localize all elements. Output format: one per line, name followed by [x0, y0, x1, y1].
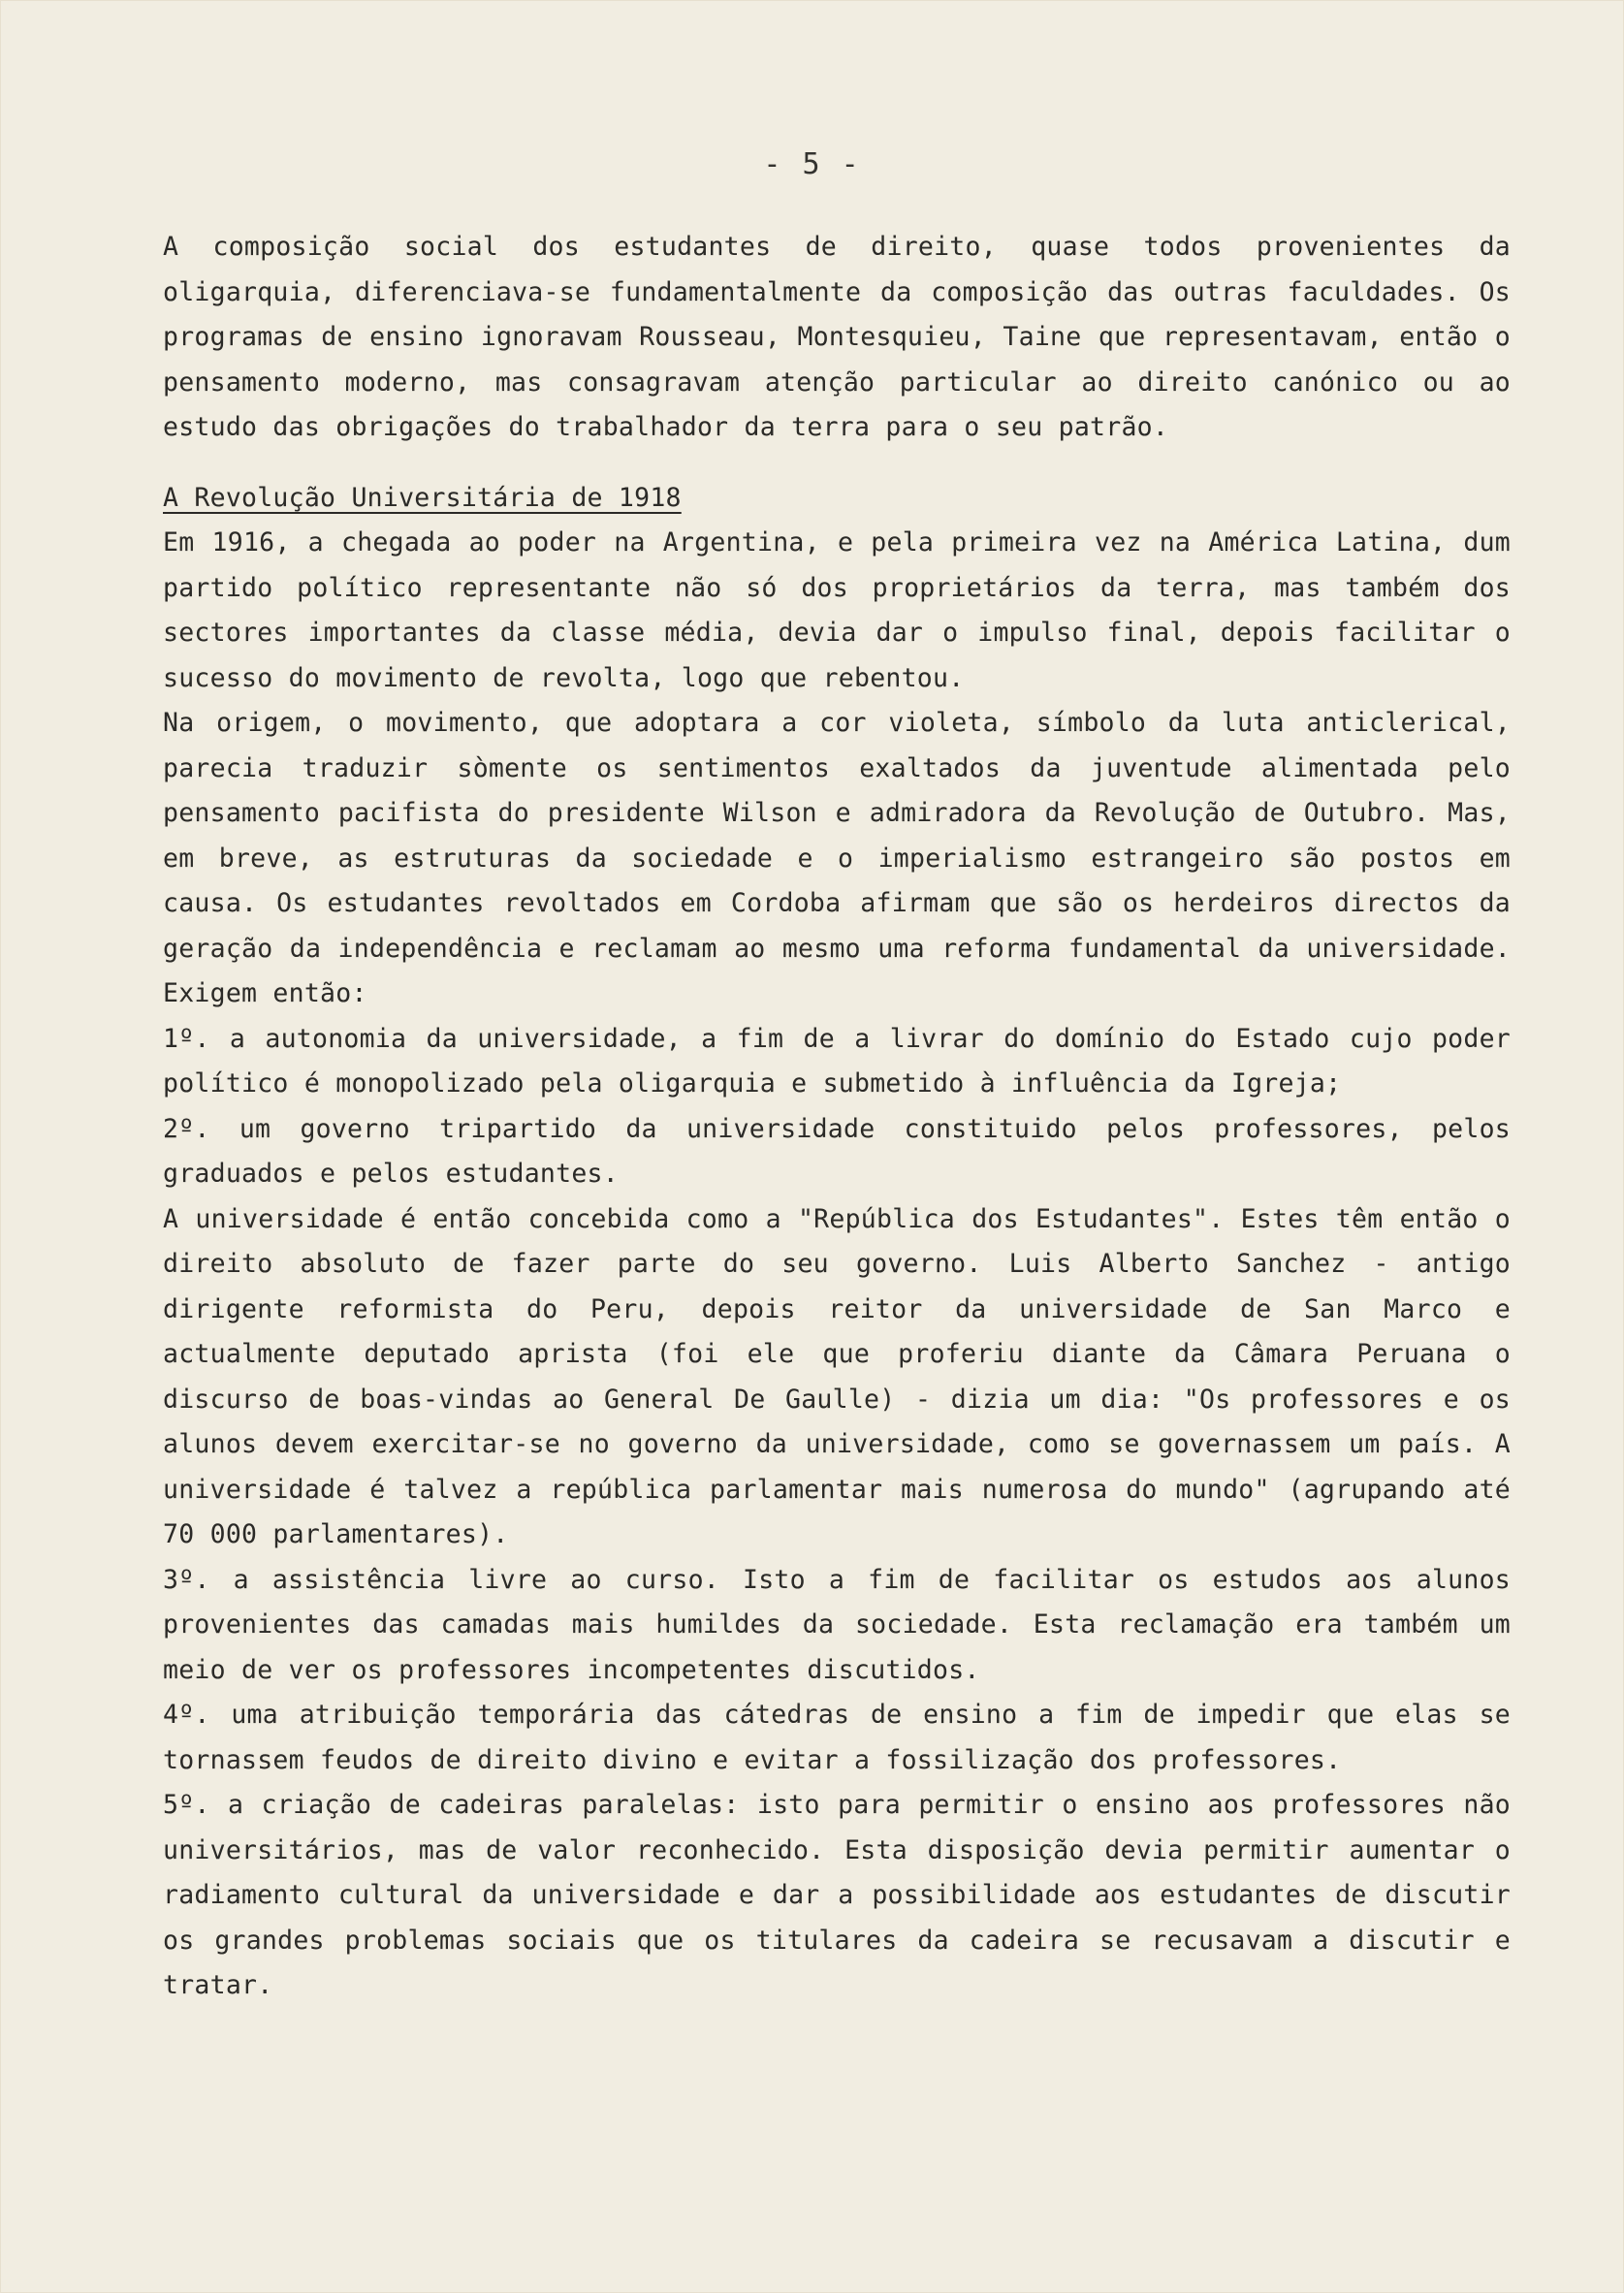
demand-item-4: 4º. uma atribuição temporária das cátedras de ensino a fim de impedir que elas se tornassem feudos de direito divino e evitar a fossilização dos professores. [163, 1700, 1511, 1775]
paragraph-origin-movement: Na origem, o movimento, que adoptara a cor violeta, símbolo da luta anticlerical, parecia traduzir sòmente os sentimentos exaltados da juventude alimentada pelo pensamento pacifista do presidente Wilson e admiradora da Revolução de Outubro. Mas, em breve, as estruturas da sociedade e o imperialismo estrangeiro são postos em causa. Os estudantes revoltados em Cordoba afirmam que são os herdeiros directos da geração da independência e reclamam ao mesmo uma reforma fundamental da universidade. Exigem então: [163, 708, 1511, 1008]
paragraph-student-composition: A composição social dos estudantes de direito, quase todos provenientes da oligarquia, diferenciava-se fundamentalmente da composição das outras faculdades. Os programas de ensino ignoravam Rousseau, Montesquieu, Taine que representavam, então o pensamento moderno, mas consagravam atenção particular ao direito canónico ou ao estudo das obrigações do trabalhador da terra para o seu patrão. [163, 232, 1511, 442]
demand-item-5: 5º. a criação de cadeiras paralelas: isto para permitir o ensino aos professores não universitários, mas de valor reconhecido. Esta disposição devia permitir aumentar o radiamento cultural da universidade e dar a possibilidade aos estudantes de discutir os grandes problemas sociais que os titulares da cadeira se recusavam a discutir e tratar. [163, 1790, 1511, 2000]
section-heading: A Revolução Universitária de 1918 [163, 482, 682, 513]
demand-item-1: 1º. a autonomia da universidade, a fim de a livrar do domínio do Estado cujo poder político é monopolizado pela oligarquia e submetido à influência da Igreja; [163, 1023, 1511, 1099]
paragraph-1916: Em 1916, a chegada ao poder na Argentina, e pela primeira vez na América Latina, dum partido político representante não só dos proprietários da terra, mas também dos sectores importantes da classe média, devia dar o impulso final, depois facilitar o sucesso do movimento de revolta, logo que rebentou. [163, 527, 1511, 693]
demand-item-3: 3º. a assistência livre ao curso. Isto a fim de facilitar os estudos aos alunos provenientes das camadas mais humildes da sociedade. Esta reclamação era também um meio de ver os professores incompetentes discutidos. [163, 1564, 1511, 1685]
paragraph-student-republic: A universidade é então concebida como a "República dos Estudantes". Estes têm então o direito absoluto de fazer parte do seu governo. Luis Alberto Sanchez - antigo dirigente reformista do Peru, depois reitor da universidade de San Marco e actualmente deputado aprista (foi ele que proferiu diante da Câmara Peruana o discurso de boas-vindas ao General De Gaulle) - dizia um dia: "Os professores e os alunos devem exercitar-se no governo da universidade, como se governassem um país. A universidade é talvez a república parlamentar mais numerosa do mundo" (agrupando até 70 000 parlamentares). [163, 1203, 1511, 1549]
page-number: - 5 - [763, 147, 861, 181]
document-body [163, 225, 1511, 2009]
demand-item-2: 2º. um governo tripartido da universidade constituido pelos professores, pelos graduados e pelos estudantes. [163, 1113, 1511, 1189]
